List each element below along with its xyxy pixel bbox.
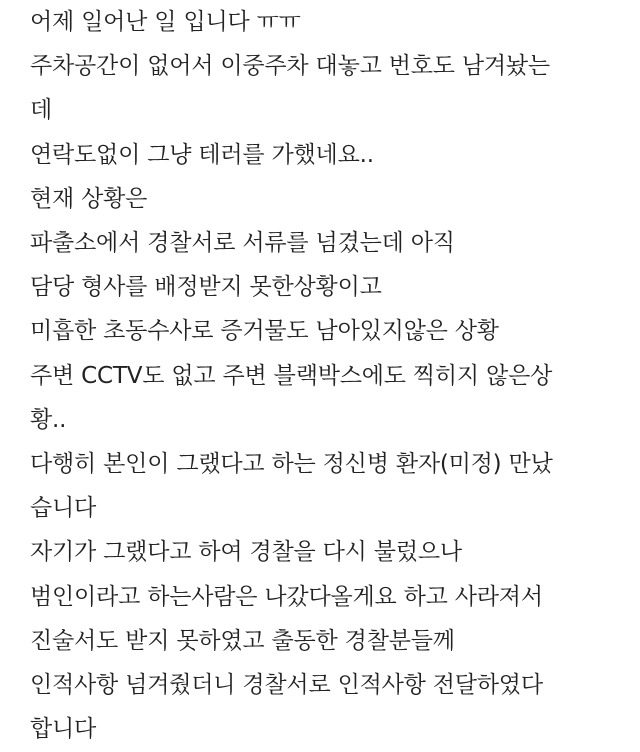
text-line: 진술서도 받지 못하였고 출동한 경찰분들께 bbox=[30, 627, 455, 654]
post-body bbox=[30, 0, 630, 751]
text-line: 합니다 bbox=[30, 716, 97, 743]
text-line: 자기가 그랬다고 하여 경찰을 다시 불렀으나 bbox=[30, 539, 462, 566]
text-line: 주차공간이 없어서 이중주차 대놓고 번호도 남겨놨는 bbox=[30, 53, 550, 80]
text-line: 파출소에서 경찰서로 서류를 넘겼는데 아직 bbox=[30, 230, 455, 257]
text-line: 미흡한 초동수사로 증거물도 남아있지않은 상황 bbox=[30, 318, 499, 345]
text-line: 범인이라고 하는사람은 나갔다올게요 하고 사라져서 bbox=[30, 583, 543, 610]
text-line: 인적사항 넘겨줬더니 경찰서로 인적사항 전달하였다 bbox=[30, 672, 543, 699]
text-line: 현재 상황은 bbox=[30, 185, 148, 212]
text-line: 담당 형사를 배정받지 못한상황이고 bbox=[30, 274, 382, 301]
text-line: 어제 일어난 일 입니다 ㅠㅠ bbox=[30, 9, 301, 35]
text-line: 데 bbox=[30, 97, 53, 124]
text-line: 습니다 bbox=[30, 495, 97, 522]
text-line: 다행히 본인이 그랬다고 하는 정신병 환자(미정) 만났 bbox=[30, 451, 553, 478]
text-line: 주변 CCTV도 없고 주변 블랙박스에도 찍히지 않은상 bbox=[30, 362, 553, 389]
text-line: 연락도없이 그냥 테러를 가했네요.. bbox=[30, 141, 374, 168]
text-line: 황.. bbox=[30, 406, 67, 433]
